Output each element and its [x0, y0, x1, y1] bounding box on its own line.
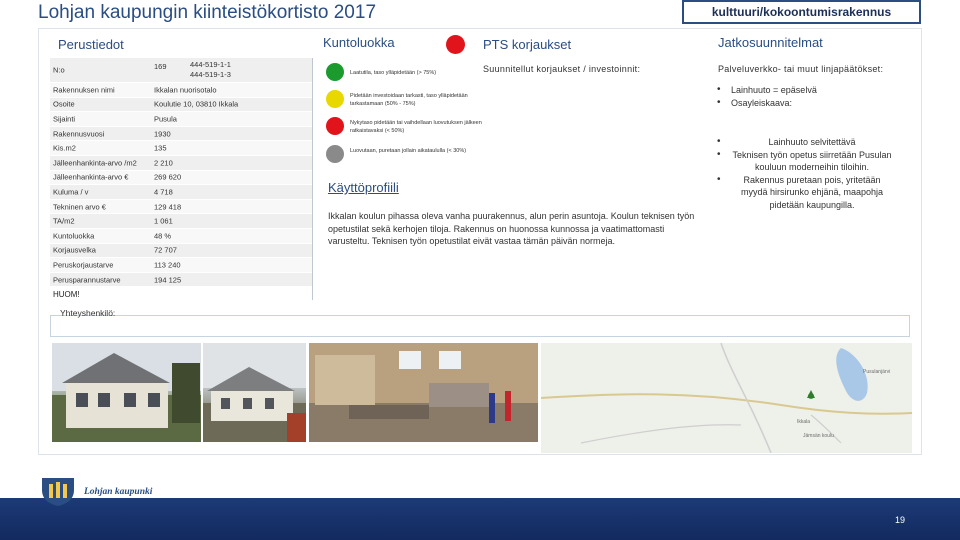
condition-class-dot [326, 90, 344, 108]
basic-info-row [50, 58, 312, 83]
condition-class-dot [326, 145, 344, 163]
basic-info-value: 48 % [154, 231, 172, 241]
basic-info-value: 113 240 [154, 260, 181, 270]
basic-info-row [50, 112, 312, 127]
page-title: Lohjan kaupungin kiinteistökortisto 2017 [38, 2, 377, 23]
pts-description: Suunnitellut korjaukset / investoinnit: [483, 64, 641, 74]
note-label: HUOM! [53, 290, 80, 299]
basic-info-row [50, 185, 312, 200]
building-photo-exterior-2 [203, 343, 306, 442]
continuation-bullets-1 [713, 84, 903, 109]
condition-class-text: Nykytaso pidetään tai vaihdellaan luovutuksen jälkeen ratkaistavaksi (< 50%) [350, 120, 482, 134]
basic-info-value: Pusula [154, 114, 177, 124]
basic-info-label: Rakennuksen nimi [53, 85, 115, 95]
category-label: kulttuuri/kokoontumisrakennus [682, 0, 921, 24]
basic-info-row [50, 171, 312, 186]
continuation-bullet: • Teknisen työn opetus siirretään Pusulan kouluun moderneihin tiloihin. [713, 149, 893, 174]
contact-label: Yhteyshenkilö: [60, 308, 116, 318]
basic-info-label: Jälleenhankinta-arvo € [53, 172, 129, 182]
basic-info-label: Kuntoluokka [53, 231, 95, 241]
basic-info-label: Kuluma / v [53, 187, 89, 197]
pts-heading: PTS korjaukset [483, 37, 572, 52]
map-label-school: Jämsän koulu [803, 433, 834, 439]
basic-info-value: 169 [154, 62, 167, 71]
basic-info-label: Jälleenhankinta-arvo /m2 [53, 158, 137, 168]
basic-info-value: 1930 [154, 129, 171, 139]
basic-info-label: Sijainti [53, 114, 76, 124]
basic-info-value: Koulutie 10, 03810 Ikkala [154, 99, 239, 109]
basic-info-row [50, 200, 312, 215]
contact-frame [50, 315, 910, 337]
basic-info-label: Perusparannustarve [53, 275, 121, 285]
basic-info-label: Peruskorjaustarve [53, 260, 114, 270]
condition-class-text: Luovutaan, puretaan jollain aikataululla (< 30%) [350, 148, 467, 154]
usage-heading: Käyttöprofiili [328, 180, 399, 195]
basic-info-row [50, 244, 312, 259]
basic-info-value: 194 125 [154, 275, 182, 285]
basic-info-value: 4 718 [154, 187, 173, 197]
condition-class-dot [326, 117, 344, 135]
continuation-bullets-2 [713, 136, 893, 211]
basic-info-value: 269 620 [154, 172, 182, 182]
condition-heading: Kuntoluokka [323, 35, 395, 50]
logo-text: Lohjan kaupunki [84, 487, 153, 497]
condition-class-dot [326, 63, 344, 81]
usage-description: Ikkalan koulun pihassa oleva vanha puurakennus, alun perin asuntoja. Koulun teknisen työn opetustilat sekä kerhojen tiloja. Rakennus on huonossa kunnossa ja vaatimattomasti varusteltu. Teknisen työn opetustilat eivät vastaa tämän päivän normeja. [328, 211, 695, 246]
basic-info-value: 1 061 [154, 216, 173, 226]
building-photo-exterior-1 [52, 343, 201, 442]
basic-info-label: Korjausvelka [53, 245, 96, 255]
continuation-bullet: • Osayleiskaava: [713, 97, 903, 110]
map-label-lake: Pusulanjärvi [863, 369, 891, 375]
map-label-ikkala: Ikkala [797, 419, 811, 425]
basic-info-label: N:o [53, 65, 65, 75]
pts-status-dot [446, 35, 465, 54]
basic-info-value: 2 210 [154, 158, 173, 168]
basic-info-row [50, 214, 312, 229]
continuation-bullet: • Lainhuuto selvitettävä [713, 136, 893, 149]
basic-info-heading: Perustiedot [58, 37, 124, 52]
basic-info-value: Ikkalan nuorisotalo [154, 85, 217, 95]
basic-info-label: TA/m2 [53, 216, 75, 226]
page-number: 19 [895, 515, 906, 525]
continuation-heading: Jatkosuunnitelmat [718, 35, 823, 50]
basic-info-row [50, 83, 312, 98]
city-crest-icon [40, 476, 76, 506]
basic-info-value: 129 418 [154, 202, 182, 212]
continuation-bullet: • Lainhuuto = epäselvä [713, 84, 903, 97]
basic-info-label: Tekninen arvo € [53, 202, 106, 212]
continuation-bullet: • Rakennus puretaan pois, yritetään myydä hirsirunko ehjänä, maapohja pidetään kaupungilla. [713, 174, 893, 212]
basic-info-row [50, 141, 312, 156]
basic-info-row [50, 127, 312, 142]
basic-info-value: 135 [154, 143, 167, 153]
basic-info-value: 72 707 [154, 245, 177, 255]
basic-info-row [50, 98, 312, 113]
basic-info-row [50, 229, 312, 244]
footer-bar [0, 498, 960, 540]
basic-info-label: Rakennusvuosi [53, 129, 105, 139]
basic-info-row [50, 273, 312, 288]
basic-info-label: Osoite [53, 99, 75, 109]
basic-info-label: Kis.m2 [53, 143, 76, 153]
condition-class-text: Pidetään investoidaan tarkasti, taso ylläpidetään tarkastamaan (50% - 75%) [350, 93, 468, 107]
basic-info-table [50, 58, 313, 300]
continuation-description: Palveluverkko- tai muut linjapäätökset: [718, 64, 884, 74]
condition-class-text: Laatutila, taso ylläpidetään (> 75%) [350, 70, 437, 76]
basic-info-row [50, 156, 312, 171]
building-photo-interior [309, 343, 538, 442]
location-map [541, 343, 912, 453]
basic-info-row [50, 258, 312, 273]
basic-info-value-secondary: 444-519-1-1 444-519-1-3 [190, 60, 231, 79]
